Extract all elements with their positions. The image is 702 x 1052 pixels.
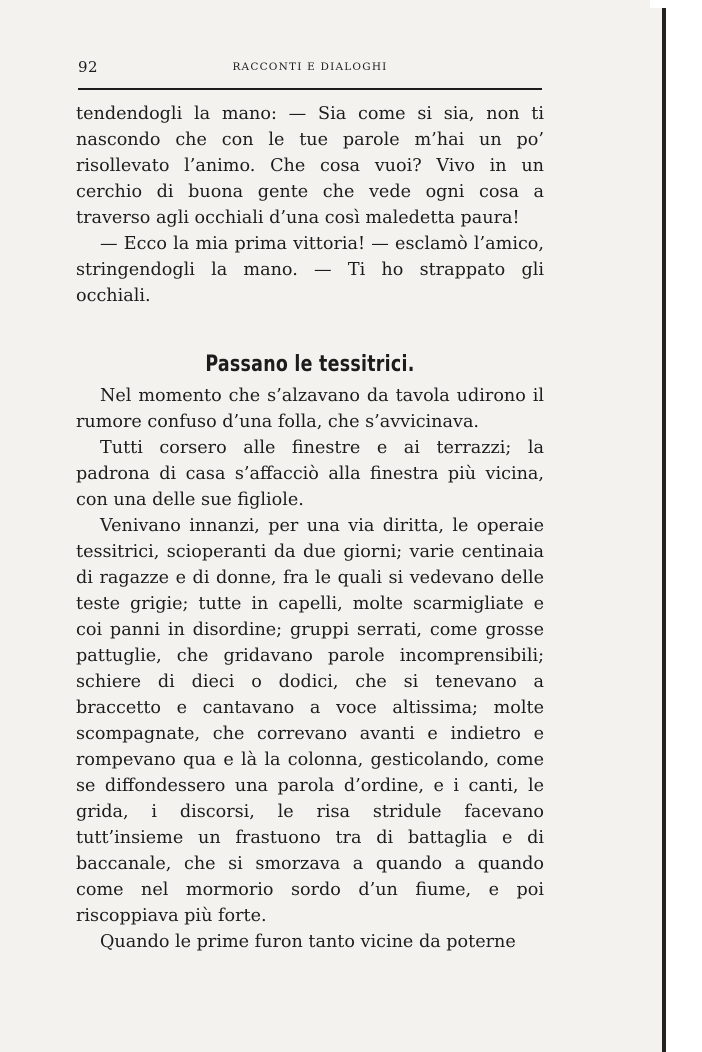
header-rule (78, 88, 542, 90)
scan-corner (650, 0, 702, 8)
running-title: RACCONTI E DIALOGHI (232, 61, 388, 73)
paragraph: Venivano innanzi, per una via diritta, le operaie tessitrici, scioperanti da due giorni; varie centinaia di ragazze e di donne, fra le quali si vedevano delle teste grigie; tutte in capelli, molte scarmigliate e coi panni in disordine; gruppi serrati, come grosse pattuglie, che gridavano parole incomprensibili; schiere di dieci o dodici, che si tenevano a braccetto e cantavano a voce altissima; molte scompagnate, che correvano avanti e indietro e rompevano qua e là la colonna, gesticolando, come se diffondessero una parola d’ordine, e i canti, le grida, i discorsi, le risa stridule facevano tutt’insieme un frastuono tra di battaglia e di baccanale, che si smorzava a quando a quando come nel mormorio sordo d’un fiume, e poi riscoppiava più forte. (76, 516, 544, 926)
paragraph: tendendogli la mano: — Sia come si sia, non ti nascondo che con le tue parole m’hai un po’ risollevato l’animo. Che cosa vuoi? Vivo in un cerchio di buona gente che vede ogni cosa a traverso agli occhiali d’una così maledetta paura! (76, 104, 544, 228)
paragraph: Quando le prime furon tanto vicine da poterne (100, 932, 516, 952)
scan-edge-line (662, 0, 666, 1052)
page-number: 92 (78, 58, 99, 76)
paragraph: Nel momento che s’alzavano da tavola udirono il rumore confuso d’una folla, che s’avvicinava. (76, 386, 544, 432)
paragraph: Tutti corsero alle finestre e ai terrazzi; la padrona di casa s’affacciò alla finestra più vicina, con una delle sue figliole. (76, 438, 544, 510)
continued-text (76, 101, 544, 309)
section-title: Passano le tessitrici. (205, 352, 415, 378)
section-body (76, 383, 544, 955)
scan-margin (666, 0, 702, 1052)
page-header (78, 58, 542, 80)
paragraph: — Ecco la mia prima vittoria! — esclamò l’amico, stringendogli la mano. — Ti ho strappato gli occhiali. (76, 234, 544, 306)
